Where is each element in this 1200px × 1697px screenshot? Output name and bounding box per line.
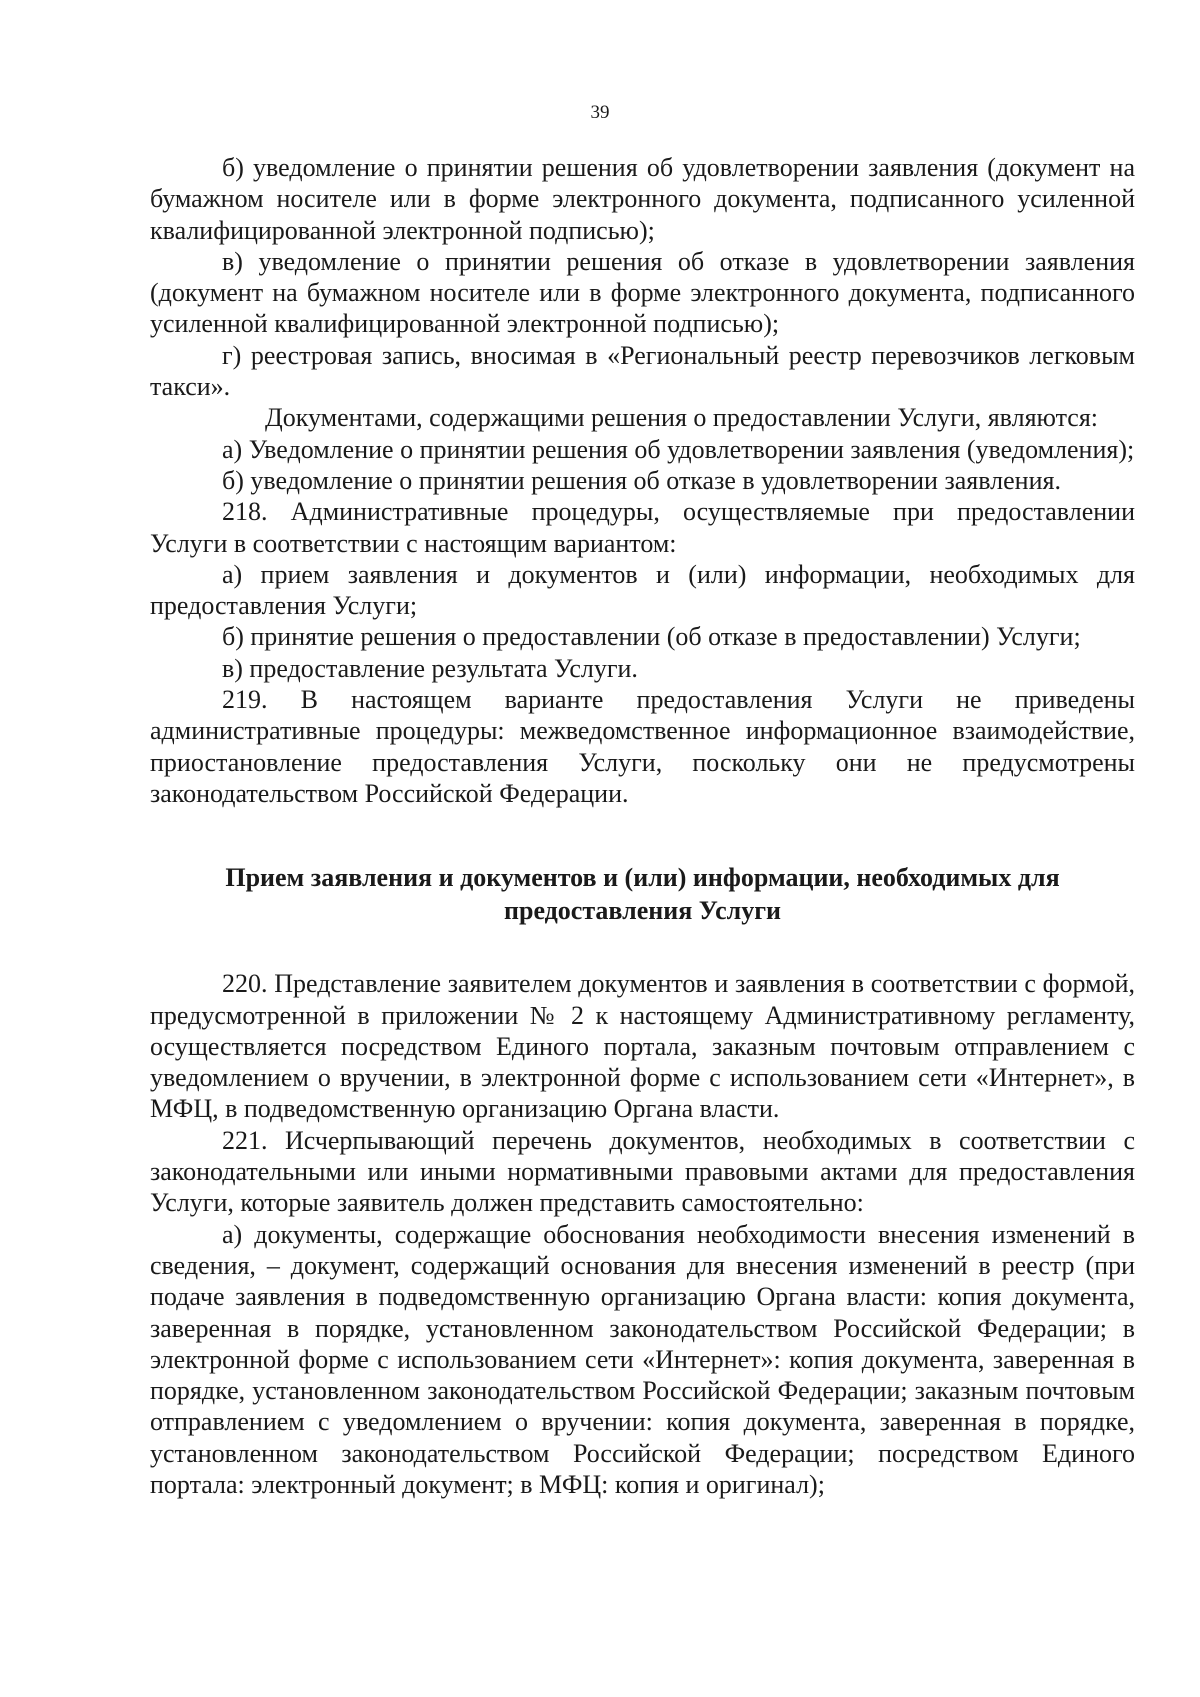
page-number: 39: [590, 102, 610, 123]
paragraph-notice-refusal: в) уведомление о принятии решения об отказе в удовлетворении заявления (документ на бумажном носителе или в форме электронного документа, подписанного усиленной квалифицированной электронной подписью);: [150, 246, 1135, 339]
paragraph-decision-documents: Документами, содержащими решения о предоставлении Услуги, являются:: [265, 403, 1099, 433]
paragraph-221-a: а) документы, содержащие обоснования необходимости внесения изменений в сведения, – документ, содержащий основания для внесения изменений в реестр (при подаче заявления в подведомственную организацию Органа власти: копия документа, заверенная в порядке, установленном законодательством Российской Федерации; в электронной форме с использованием сети «Интернет»: копия документа, заверенная в порядке, установленном законодательством Российской Федерации; заказным почтовым отправлением с уведомлением о вручении: копия документа, заверенная в порядке, установленном законодательством Российской Федерации; посредством Единого портала: электронный документ; в МФЦ: копия и оригинал);: [150, 1219, 1135, 1499]
paragraph-notice-approval: б) уведомление о принятии решения об удовлетворении заявления (документ на бумажном носителе или в форме электронного документа, подписанного усиленной квалифицированной электронной подписью);: [150, 153, 1135, 245]
paragraph-218-v: в) предоставление результата Услуги.: [222, 653, 638, 683]
paragraph-decision-refusal: б) уведомление о принятии решения об отказе в удовлетворении заявления.: [222, 465, 1061, 495]
paragraph-219: 219. В настоящем варианте предоставления Услуги не приведены административные процедуры: межведомственное информационное взаимодействие, приостановление предоставления Услуги, поскольку они не предусмотрены законодательством Российской Федерации.: [150, 685, 1135, 808]
document-body: [150, 152, 1135, 1500]
paragraph-220: 220. Представление заявителем документов и заявления в соответствии с формой, предусмотренной в приложении № 2 к настоящему Административному регламенту, осуществляется посредством Единого портала, заказным почтовым отправлением с уведомлением о вручении, в электронной форме с использованием сети «Интернет», в МФЦ, в подведомственную организацию Органа власти.: [150, 969, 1135, 1124]
paragraph-218: 218. Административные процедуры, осуществляемые при предоставлении Услуги в соответствии с настоящим вариантом:: [150, 497, 1135, 558]
paragraph-decision-approval: а) Уведомление о принятии решения об удовлетворении заявления (уведомления);: [222, 434, 1135, 464]
paragraph-registry-record: г) реестровая запись, вносимая в «Региональный реестр перевозчиков легковым такси».: [150, 340, 1135, 402]
paragraph-218-a: а) прием заявления и документов и (или) информации, необходимых для предоставления Услуги;: [150, 559, 1135, 621]
paragraph-221: 221. Исчерпывающий перечень документов, необходимых в соответствии с законодательными или иными нормативными правовыми актами для предоставления Услуги, которые заявитель должен представить самостоятельно:: [150, 1125, 1135, 1218]
paragraph-218-b: б) принятие решения о предоставлении (об отказе в предоставлении) Услуги;: [222, 622, 1081, 652]
section-heading: Прием заявления и документов и (или) информации, необходимых для предоставления Услуги: [225, 863, 1060, 926]
